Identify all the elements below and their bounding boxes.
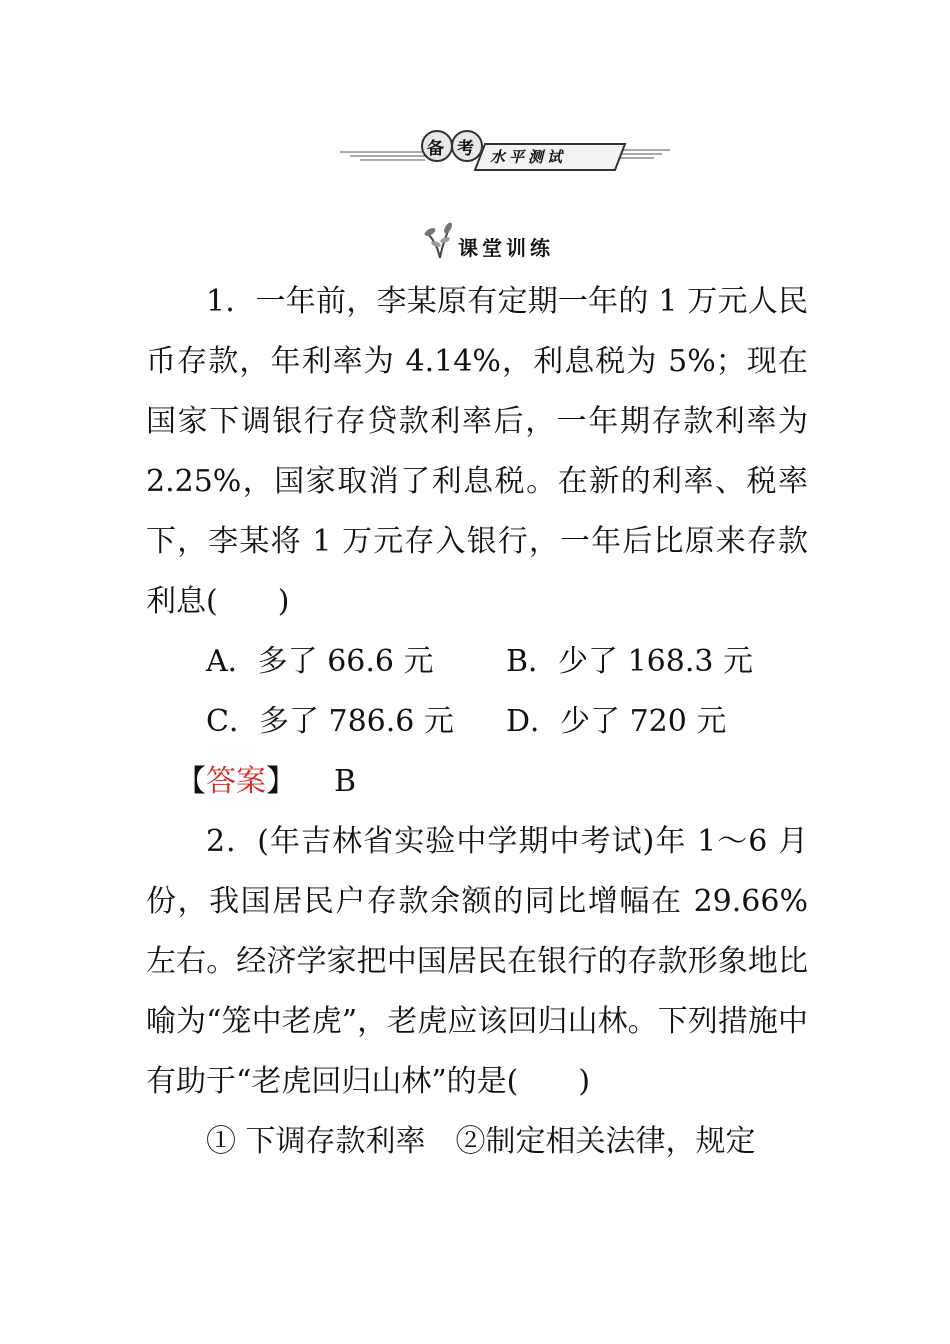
answer-value: B (334, 764, 357, 799)
banner-char-2: 考 (457, 139, 474, 159)
option-a: A．多了 66.6 元 (206, 644, 434, 679)
question-content (146, 272, 808, 1172)
question-1-stem: 1．一年前，李某原有定期一年的 1 万元人民币存款，年利率为 4.14%，利息税为 5%；现在国家下调银行存贷款利率后，一年期存款利率为 2.25%，国家取消了利息税。在新的利率、税率下，李某将 1 万元存入银行，一年后比原来存款利息( ) (146, 284, 808, 619)
option-d: D．少了 720 元 (506, 704, 727, 739)
plant-icon (420, 220, 460, 260)
question-1-options-row-2 (146, 692, 808, 752)
option-b: B．少了 168.3 元 (506, 644, 754, 679)
section-heading (420, 220, 620, 260)
banner-subtitle: 水平测试 (490, 148, 567, 166)
answer-bracket-close: 】 (266, 764, 296, 799)
header-banner (340, 128, 670, 178)
section-title: 课堂训练 (458, 236, 554, 260)
answer-bracket-open: 【 (176, 764, 206, 799)
banner-char-1: 备 (427, 139, 444, 159)
question-1-options-row-1 (146, 632, 808, 692)
question-1-answer (146, 752, 808, 812)
question-2-stem: 2．(年吉林省实验中学期中考试)年 1～6 月份，我国居民户存款余额的同比增幅在 29.66%左右。经济学家把中国居民在银行的存款形象地比喻为“笼中老虎”，老虎应该回归山林。下列措施中有助于“老虎回归山林”的是( ) (146, 824, 808, 1099)
question-2-items: ① 下调存款利率 ②制定相关法律，规定 (206, 1124, 756, 1159)
option-c: C．多了 786.6 元 (206, 704, 454, 739)
answer-label: 答案 (206, 764, 266, 799)
